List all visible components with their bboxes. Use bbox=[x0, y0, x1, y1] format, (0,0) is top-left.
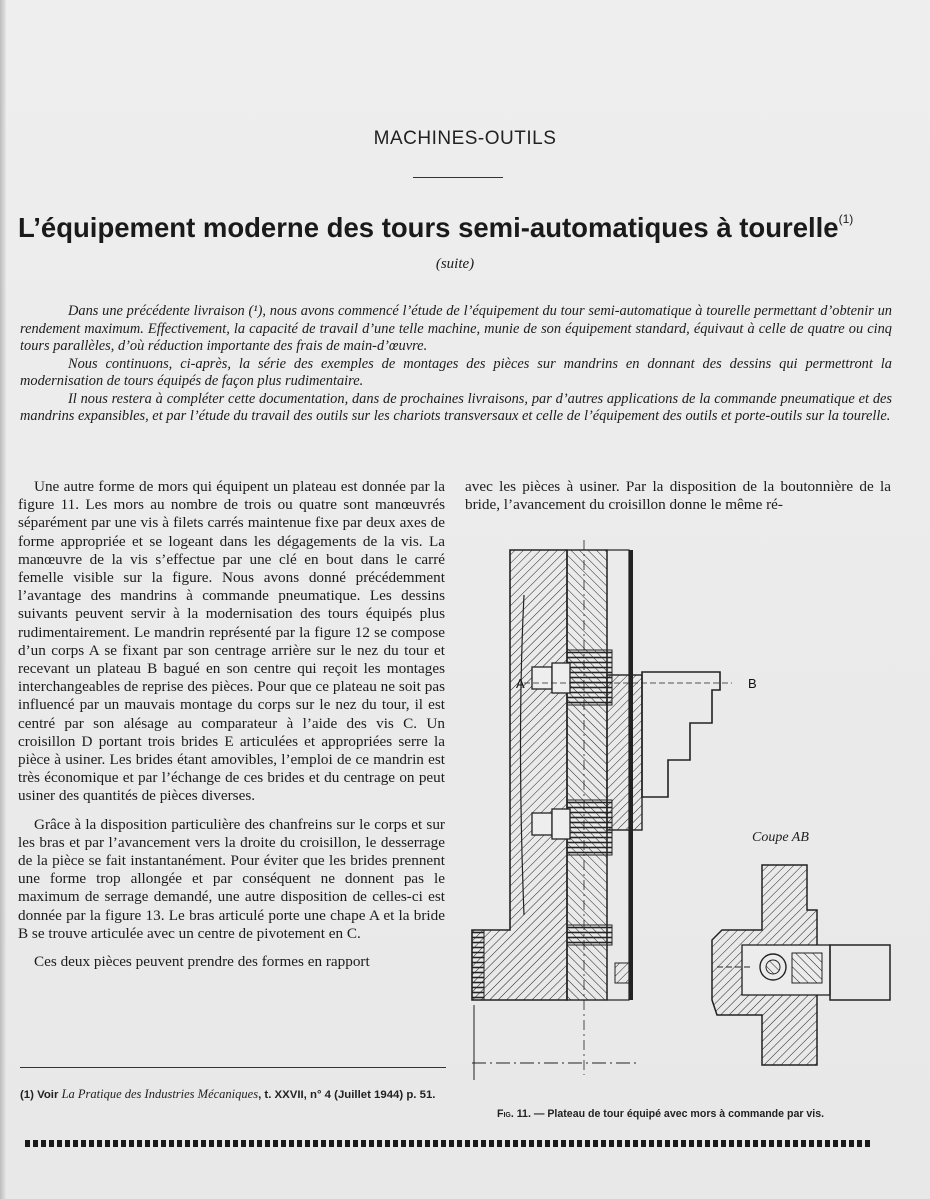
page-left-edge bbox=[0, 0, 6, 1199]
intro-paragraph-2: Nous continuons, ci-après, la série des exemples de montages des pièces sur mandrins en donnant des dessins qui permettront la modernisation de tours équipés de façon plus rudimentaire. bbox=[20, 355, 892, 389]
body-paragraph-3: Ces deux pièces peuvent prendre des formes en rapport bbox=[34, 953, 370, 971]
intro-paragraph-1: Dans une précédente livraison (¹), nous avons commencé l’étude de l’équipement du tour semi-automatique à tourelle permettant d’obtenir un rendement maximum. Effectivement, la capacité de travail d’une telle machine, munie de son équipement standard, équivaut à celle de quatre ou cinq tours parallèles, d’où réduction importante des frais de main-d’œuvre. bbox=[20, 303, 892, 354]
section-heading: MACHINES-OUTILS bbox=[373, 128, 557, 149]
article-title-text: L’équipement moderne des tours semi-automatiques à tourelle bbox=[18, 212, 839, 243]
body-paragraph-2: Grâce à la disposition particulière des chanfreins sur le corps et sur les bras et par l’avancement vers la droite du croisillon, le desserrage de la pièce se fait instantanément. Pour éviter que les brides prennent une forme trop allongée et par conséquent ne donnent pas le maximum de serrage demandé, une autre disposition de celles-ci est donnée par la figure 13. Le bras articulé porte une chape A et la bride B se trouve articulée avec un centre de pivotement en C. bbox=[18, 815, 445, 942]
figure-label-a: A bbox=[516, 676, 525, 691]
figure-caption bbox=[497, 1108, 907, 1120]
figure-label-b: B bbox=[748, 676, 757, 691]
coupe-ab-label: Coupe AB bbox=[752, 830, 809, 845]
footnote bbox=[20, 1086, 446, 1104]
dotted-rule bbox=[25, 1140, 870, 1147]
article-subtitle: (suite) bbox=[435, 256, 475, 272]
article-title bbox=[18, 212, 918, 244]
footnote-journal: La Pratique des Industries Mécaniques bbox=[61, 1087, 259, 1101]
footnote-rest: , t. XXVII, n° 4 (Juillet 1944) p. 51. bbox=[258, 1089, 436, 1101]
jaw-mors bbox=[607, 672, 720, 830]
figure-number: Fig. 11. bbox=[497, 1108, 531, 1120]
body-paragraph-1: Une autre forme de mors qui équipent un plateau est donnée par la figure 11. Les mors au nombre de trois ou quatre sont manœuvrés séparément par une vis à filets carrés maintenue fixe par deux axes de forme appropriée et se logeant dans les dégagements de la vis. La manœuvre de la vis s’effectue par une clé en bout dans le carré femelle visible sur la figure. Nous avons donné précédemment l’avantage des mandrins à commande pneumatique. Les dessins suivants peuvent servir à la modernisation des tours équipés plus rudimentairement. Le mandrin représenté par la figure 12 se compose d’un corps A se fixant par son centrage arrière sur le nez du tour et recevant un plateau B bagué en son centre qui reçoit les montages interchangeables de reprise des pièces. Pour que ce plateau ne soit pas influencé par un mauvais montage du corps sur le nez du tour, il est centré par son alésage au comparateur à l’aide des vis C. Un croisillon D portant trois brides E articulées et appropriées serre la pièce à usiner. Les brides étant amovibles, l’emploi de ce mandrin est très économique et par l’échange de ces brides et du centrage on peut usiner des quantités de pièces diverses. bbox=[18, 478, 445, 805]
right-column bbox=[465, 478, 891, 514]
heading-rule bbox=[413, 177, 503, 178]
footnote-rule bbox=[20, 1067, 446, 1068]
figure-caption-text: — Plateau de tour équipé avec mors à commande par vis. bbox=[530, 1108, 825, 1120]
coupe-ab-section bbox=[712, 865, 890, 1065]
right-paragraph-1: avec les pièces à usiner. Par la disposition de la boutonnière de la bride, l’avancement du croisillon donne le même ré- bbox=[465, 478, 891, 514]
title-footnote-ref: (1) bbox=[838, 212, 854, 226]
intro-block bbox=[20, 303, 892, 426]
plateau-body bbox=[472, 550, 567, 1000]
footnote-prefix: (1) Voir bbox=[20, 1089, 62, 1101]
intro-paragraph-3: Il nous restera à compléter cette documentation, dans de prochaines livraisons, par d’autres applications de la commande pneumatique et des mandrins expansibles, et par l’étude du travail des outils sur les chariots transversaux et celle de l’équipement des outils et porte-outils sur la tourelle. bbox=[20, 390, 892, 424]
left-column bbox=[18, 478, 445, 981]
figure-11-drawing bbox=[462, 535, 902, 1085]
